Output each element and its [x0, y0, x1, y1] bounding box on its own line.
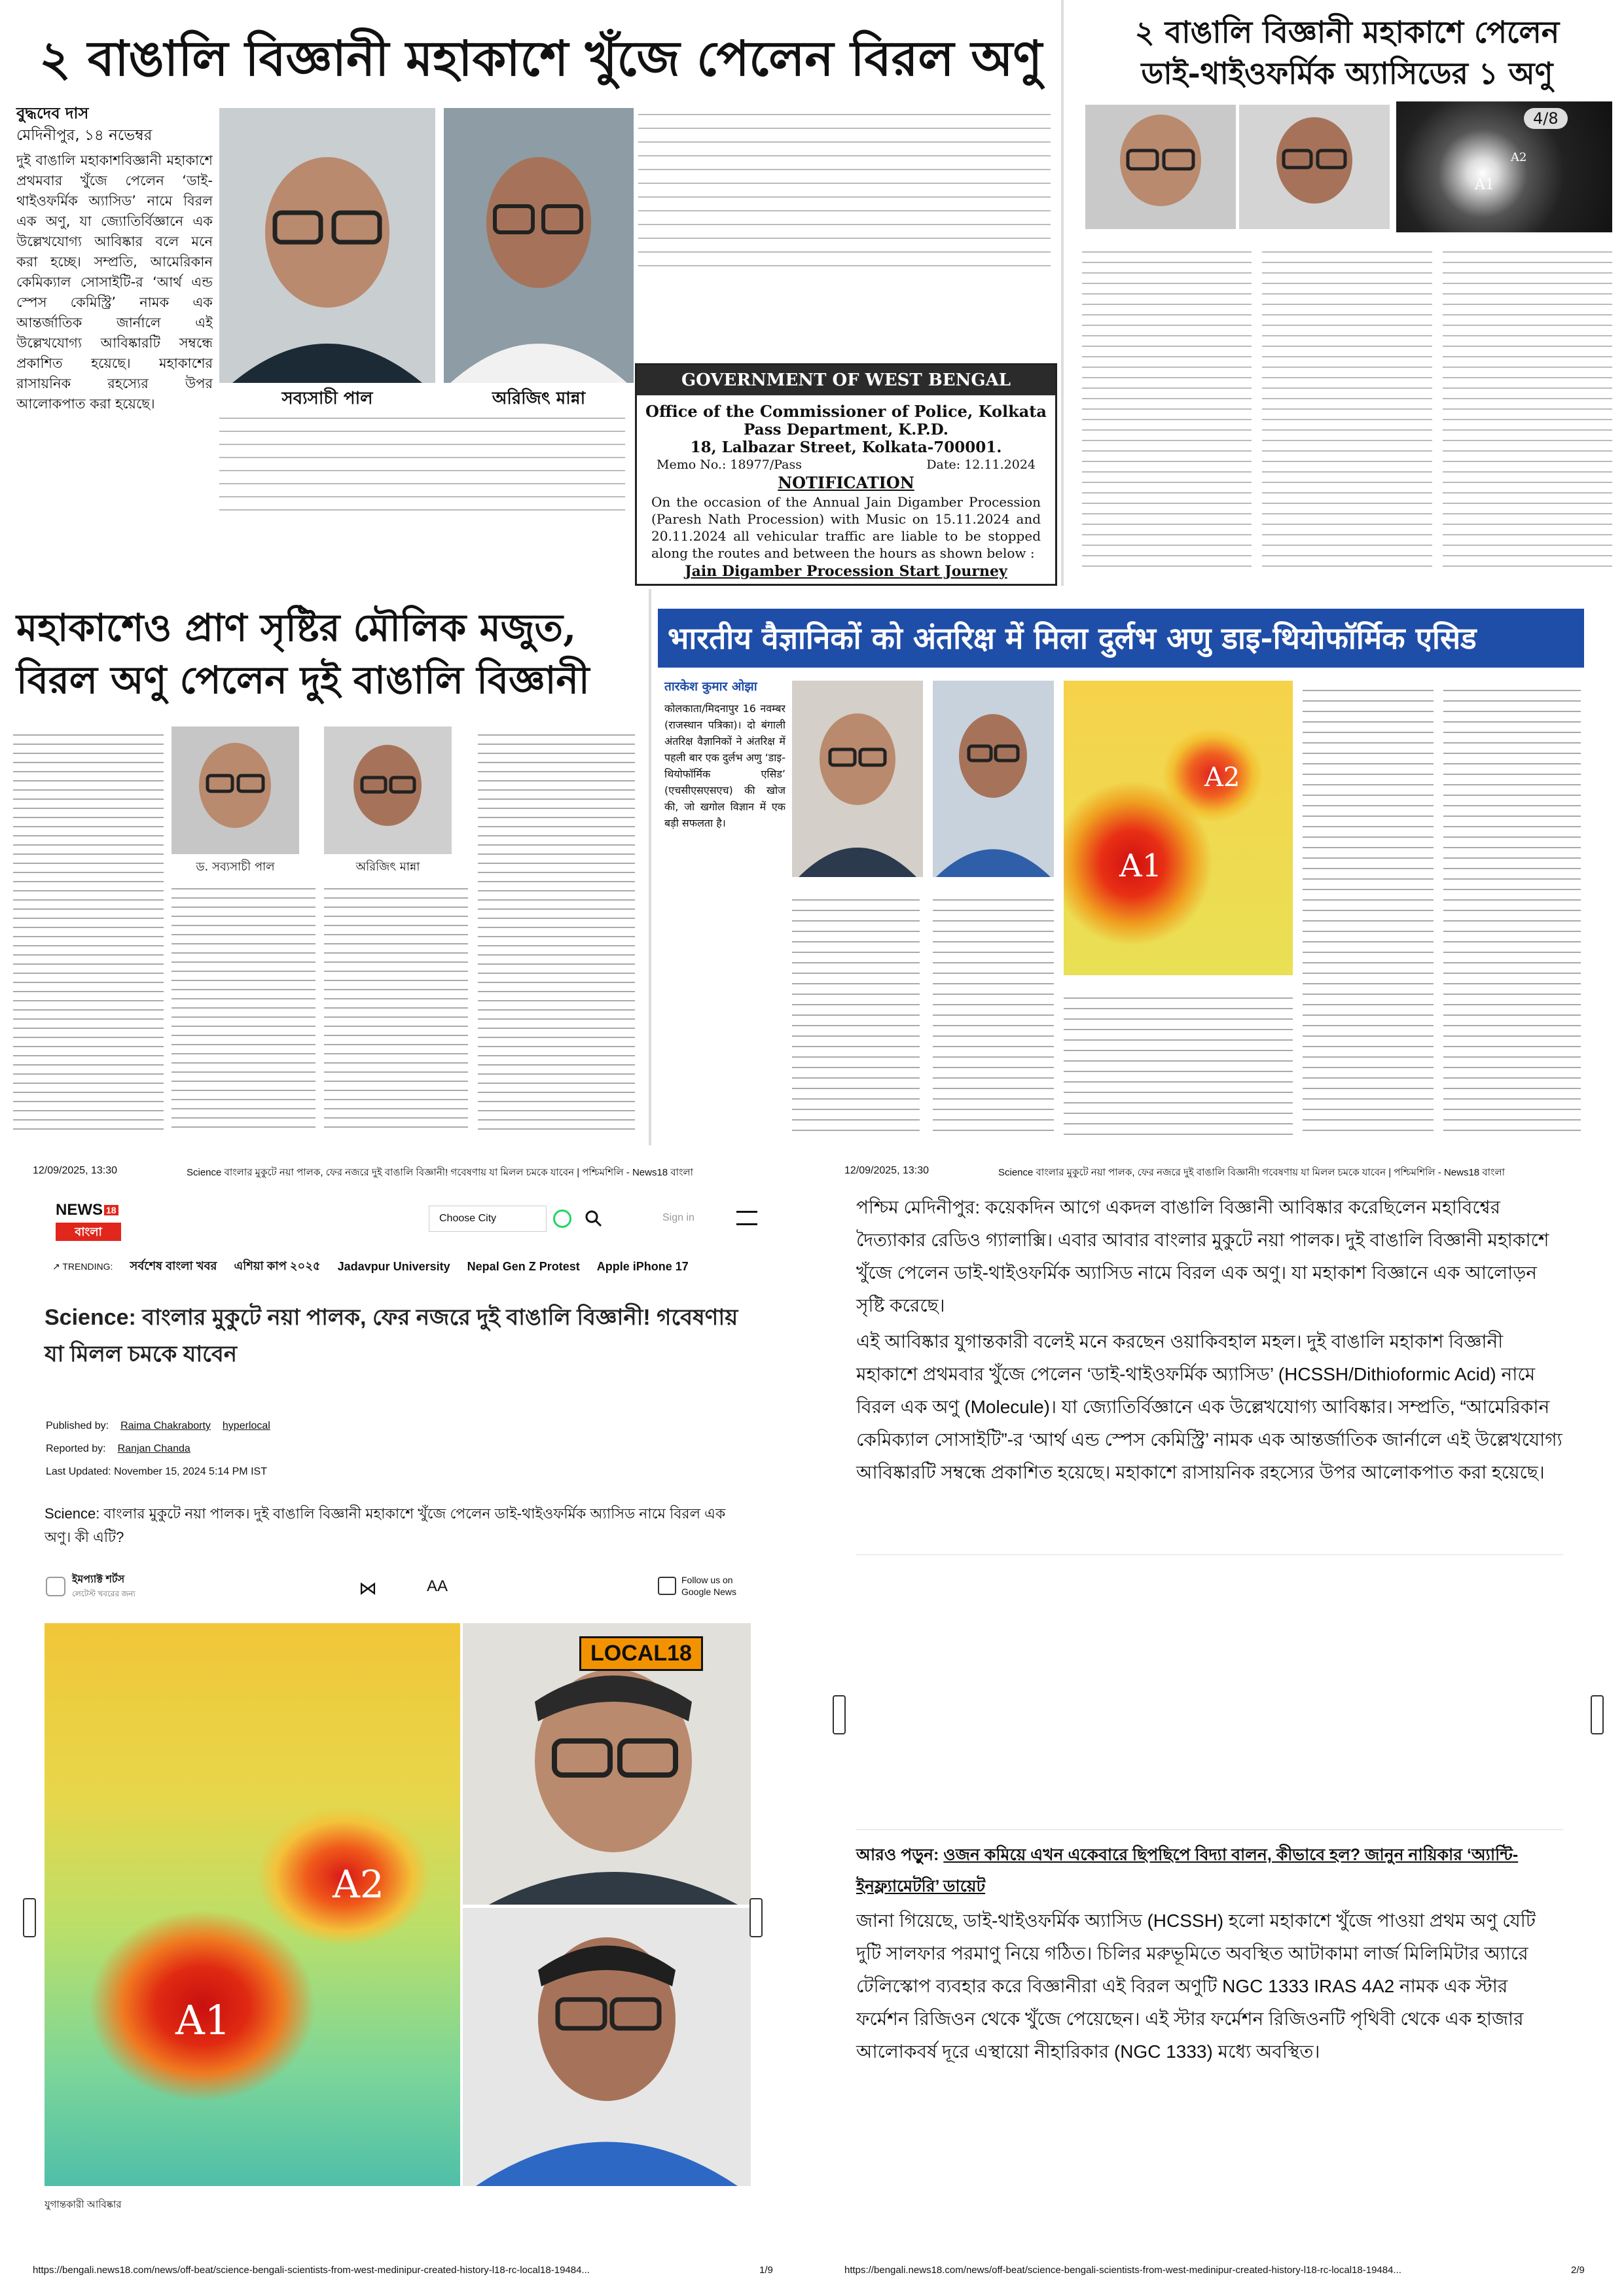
clip2-page-indicator: 4/8: [1524, 108, 1568, 129]
clip4-lead: कोलकाता/मिदनापुर 16 नवम्बर (राजस्थान पत्रिका)। दो बंगाली अंतरिक्ष वैज्ञानिकों ने अंतरिक्ष में पहली बार एक दुर्लभ अणु ‘डाइ-थियोफॉर्मिक एसिड’ (एचसीएसएसएच) की खोज की, जो खगोल विज्ञान में एक बड़ी सफलता है।: [664, 702, 785, 829]
also-read-label: আরও পড়ুন:: [856, 1846, 939, 1864]
article-paragraph-3: জানা গিয়েছে, ডাই-থাইওফর্মিক অ্যাসিড (HCSSH) হলো মহাকাশে খুঁজে পাওয়া প্রথম অণু যেটি দুটি সালফার পরমাণু নিয়ে গঠিত। চিলির মরুভূমিতে অবস্থিত আটাকামা লার্জ মিলিমিটার অ্যারে টেলিস্কোপ ব্যবহার করে বিজ্ঞানীরা এই বিরল অণুটি NGC 1333 IRAS 4A2 নামক এক স্টার ফর্মেশন রিজিওন থেকে খুঁজে পেয়েছেন। এই স্টার ফর্মেশন রিজিওনটি পৃথিবী থেকে এক হাজার আলোকবর্ষ দূরে এস্থায়ো নীহারিকার (NGC 1333) মধ্যে অবস্থিত।: [856, 1910, 1536, 2062]
clip2-body: [1082, 242, 1612, 576]
article-title: Science: বাংলার মুকুটে নয়া পালক, ফের নজরে দুই বাঙালি বিজ্ঞানী! গবেষণায় যা মিলল চমকে যাবেন: [45, 1305, 738, 1367]
hamburger-menu-icon[interactable]: [736, 1211, 757, 1225]
clip3-headline-line2: বিরল অণু পেলেন দুই বাঙালি বিজ্ঞানী: [16, 658, 590, 702]
clip3-body-col2: [171, 880, 316, 1136]
sign-in-link[interactable]: Sign in: [662, 1212, 695, 1223]
clip4-body-col5: [1443, 681, 1581, 1136]
print-page-2: [812, 1152, 1624, 2296]
news18-logo-language: বাংলা: [56, 1223, 121, 1241]
page1-url: https://bengali.news18.com/news/off-beat/science-bengali-scientists-from-west-medinipur-created-history-l18-rc-local18-19484...: [33, 2265, 590, 2276]
image-caption: যুগান্তকারী আবিষ্কার: [45, 2199, 122, 2210]
clip2-photo-left: [1085, 105, 1236, 229]
clip2-label-a1: A1: [1475, 177, 1494, 193]
article-paragraph-1: পশ্চিম মেদিনীপুর: কয়েকদিন আগে একদল বাঙালি বিজ্ঞানী আবিষ্কার করেছিলেন মহাবিশ্বের দৈত্যাকার রেডিও গ্যালাক্সি। এবার আবার বাংলার মুকুটে নয়া পালক। দুই বাঙালি বিজ্ঞানী মহাকাশে খুঁজে পেলেন ডাই-থাইওফর্মিক অ্যাসিড নামে বিরল এক অণু। যা মহাকাশ বিজ্ঞানে এক আলোড়ন সৃষ্টি করেছে।: [856, 1197, 1549, 1316]
clip3-photo-left: [171, 726, 299, 854]
clip1-headline: ২ বাঙালি বিজ্ঞানী মহাকাশে খুঁজে পেলেন বিরল অণু: [39, 31, 1043, 87]
news18-logo-text: NEWS: [56, 1201, 103, 1219]
font-size-button[interactable]: AA: [427, 1577, 448, 1595]
clip3-body-col1: [13, 726, 164, 1136]
page2-timestamp: 12/09/2025, 13:30: [844, 1165, 929, 1176]
clip3-headline-line1: মহাকাশেও প্রাণ সৃষ্টির মৌলিক মজুত,: [16, 605, 577, 650]
impact-shorts-label: ইমপ্যাক্ট শর্টস: [72, 1574, 125, 1585]
trending-link-nepal[interactable]: Nepal Gen Z Protest: [467, 1259, 580, 1273]
impact-shorts-icon: [46, 1577, 65, 1596]
clip1-body-column-right: [638, 108, 1051, 350]
clip4-byline: तारकेश कुमार ओझा: [664, 679, 757, 694]
trending-link-jadavpur[interactable]: Jadavpur University: [337, 1259, 450, 1273]
clip4-photo-right: [933, 681, 1054, 877]
reported-by-label: Reported by:: [46, 1443, 106, 1454]
gov-notice-title: NOTIFICATION: [778, 473, 914, 492]
clip4-body-col2: [933, 890, 1054, 1136]
page2-url: https://bengali.news18.com/news/off-beat/science-bengali-scientists-from-west-medinipur-created-history-l18-rc-local18-19484...: [844, 2265, 1401, 2276]
clip1-byline: বুদ্ধদেব দাস: [16, 104, 89, 122]
trending-label: [52, 1261, 113, 1272]
clip1-photo-left-caption: সব্যসাচী পাল: [281, 389, 373, 408]
published-by-label: Published by:: [46, 1420, 109, 1431]
clip2-headline-line2: ডাই-থাইওফর্মিক অ্যাসিডের ১ অণু: [1141, 56, 1553, 91]
slider-prev-button-2[interactable]: [833, 1695, 846, 1734]
clip1-photo-right: [444, 108, 634, 383]
gov-notice-dept: Pass Department, K.P.D.: [744, 421, 948, 439]
also-read-link[interactable]: ওজন কমিয়ে এখন একেবারে ছিপছিপে বিদ্যা বালন, কীভাবে হল? জানুন নায়িকার ‘অ্যান্টি-ইনফ্ল্যামেটরি’ ডায়েট: [856, 1846, 1519, 1895]
slider-prev-button[interactable]: [23, 1898, 36, 1937]
gov-notice: [635, 363, 1057, 586]
clip4-label-a2: A2: [1204, 762, 1240, 793]
last-updated: Last Updated: November 15, 2024 5:14 PM IST: [46, 1466, 267, 1477]
trending-label-text: TRENDING:: [62, 1261, 113, 1272]
hero-label-a2: A2: [333, 1862, 384, 1907]
article-hero-molecule-image: [45, 1623, 460, 2186]
clip4-panel: [655, 589, 1624, 1145]
clip1-dateline: মেদিনীপুর, ১৪ নভেম্বর: [16, 127, 153, 144]
google-news-icon: [658, 1577, 676, 1595]
share-icon[interactable]: ⋈: [359, 1578, 377, 1598]
clip3-body-col4: [478, 726, 635, 1136]
page2-page-number: 2/9: [1571, 2265, 1585, 2276]
article-paragraph-2: এই আবিষ্কার যুগান্তকারী বলেই মনে করছেন ওয়াকিবহাল মহল। দুই বাঙালি মহাকাশ বিজ্ঞানী মহাকাশে প্রথমবার খুঁজে পেলেন ‘ডাই-থাইওফর্মিক অ্যাসিড’ (HCSSH/Dithioformic Acid) নামে বিরল এক অণু (Molecule)। যা জ্যোতির্বিজ্ঞানে এক উল্লেখযোগ্য আবিষ্কার। সম্প্রতি, “আমেরিকান কেমিক্যাল সোসাইটি”-র ‘আর্থ এন্ড স্পেস কেমিস্ট্রি’ নামক এক আন্তর্জাতিক জার্নালে এই উল্লেখযোগ্য আবিষ্কারটি সম্বন্ধে প্রকাশিত হয়েছে। মহাকাশে রাসায়নিক রহস্যের উপর আলোকপাত করা হয়েছে।: [856, 1331, 1562, 1482]
trending-link-asia-cup[interactable]: এশিয়া কাপ ২০২৫: [234, 1259, 321, 1272]
clip1-body-column: [219, 412, 625, 576]
gov-notice-body: On the occasion of the Annual Jain Digamber Procession (Paresh Nath Procession) with Music on 15.11.2024 and 20.11.2024 all vehicular traffic are liable to be stopped along the routes and between the hours as shown below :: [651, 494, 1041, 561]
trending-link-iphone[interactable]: Apple iPhone 17: [596, 1259, 689, 1273]
clip2-photo-right: [1239, 105, 1390, 229]
reported-by-row: [46, 1443, 190, 1455]
choose-city-select[interactable]: [429, 1206, 547, 1232]
clip2-panel: [1066, 0, 1624, 586]
clip1-panel: [0, 0, 1064, 586]
gov-notice-memo-row: [637, 456, 1055, 473]
search-icon[interactable]: [585, 1210, 603, 1228]
gov-notice-date: Date: 12.11.2024: [926, 457, 1036, 472]
hero-label-a1: A1: [175, 1996, 231, 2044]
page1-page-number: 1/9: [759, 2265, 773, 2276]
author-link-raima[interactable]: Raima Chakraborty: [120, 1420, 211, 1431]
page1-timestamp: 12/09/2025, 13:30: [33, 1165, 118, 1176]
article-summary: Science: বাংলার মুকুটে নয়া পালক। দুই বাঙালি বিজ্ঞানী মহাকাশে খুঁজে পেলেন ডাই-থাইওফর্মিক অ্যাসিড নামে বিরল এক অণু। কী এটি?: [45, 1505, 726, 1545]
clip4-body-col3: [1064, 988, 1293, 1136]
page2-tab-title: Science বাংলার মুকুটে নয়া পালক, ফের নজরে দুই বাঙালি বিজ্ঞানী! গবেষণায় যা মিলল চমকে যাবেন | পশ্চিমশিলি - News18 বাংলা: [998, 1167, 1505, 1178]
published-by-row: [46, 1420, 270, 1432]
article-hero-photo-scientist-2: [463, 1908, 751, 2186]
slider-next-button[interactable]: [749, 1898, 763, 1937]
whatsapp-icon[interactable]: [553, 1210, 571, 1228]
clip3-photo-right: [324, 726, 452, 854]
clip1-lead: দুই বাঙালি মহাকাশবিজ্ঞানী মহাকাশে প্রথমবার খুঁজে পেলেন ‘ডাই-থাইওফর্মিক অ্যাসিড’ নামে বিরল এক অণু, যা জ্যোতির্বিজ্ঞানে এক উল্লেখযোগ্য আবিষ্কার বলে মনে করা হচ্ছে। সম্প্রতি, আমেরিকান কেমিক্যাল সোসাইটি-র ‘আর্থ এন্ড স্পেস কেমিস্ট্রি’ নামক এক আন্তর্জাতিক জার্নালে এই উল্লেখযোগ্য আবিষ্কারটি সম্বন্ধে প্রকাশিত হয়েছে। মহাকাশের রাসায়নিক রহস্যের উপর আলোকপাত করা হয়েছে।: [16, 152, 213, 412]
clip2-molecule-image: [1396, 101, 1612, 232]
gov-notice-header: GOVERNMENT OF WEST BENGAL: [637, 365, 1055, 395]
page1-tab-title: Science বাংলার মুকুটে নয়া পালক, ফের নজরে দুই বাঙালি বিজ্ঞানী! গবেষণায় যা মিলল চমকে যাবেন | পশ্চিমশিলি - News18 বাংলা: [187, 1167, 693, 1178]
ad-divider-bottom: [856, 1829, 1563, 1830]
trending-link-bangla-news[interactable]: সর্বশেষ বাংলা খবর: [130, 1259, 217, 1272]
clip3-photo-right-caption: অরিজিৎ মান্না: [355, 860, 420, 874]
clip1-photo-left: [219, 108, 435, 383]
author-tag-hyperlocal[interactable]: hyperlocal: [222, 1420, 270, 1431]
print-page-1: [0, 1152, 812, 2296]
gov-notice-address: 18, Lalbazar Street, Kolkata-700001.: [690, 439, 1002, 456]
follow-us-line2: Google News: [681, 1587, 737, 1597]
gov-notice-memo: Memo No.: 18977/Pass: [657, 457, 803, 472]
slider-next-button-2[interactable]: [1591, 1695, 1604, 1734]
clip4-body-col1: [792, 890, 920, 1136]
clip4-headline: भारतीय वैज्ञानिकों को अंतरिक्ष में मिला दुर्लभ अणु डाइ-थियोफॉर्मिक एसिड: [658, 609, 1584, 668]
gov-notice-footer: Jain Digamber Procession Start Journey: [685, 563, 1007, 580]
ad-divider-top: [856, 1554, 1563, 1555]
clip4-photo-left: [792, 681, 923, 877]
clip4-label-a1: A1: [1119, 848, 1163, 884]
clip2-headline-line1: ২ বাঙালি বিজ্ঞানী মহাকাশে পেলেন: [1134, 14, 1560, 50]
gov-notice-office: Office of the Commissioner of Police, Kolkata: [645, 402, 1047, 421]
choose-city-label: Choose City: [439, 1213, 497, 1224]
clip1-photo-right-caption: অরিজিৎ মান্না: [492, 389, 586, 408]
trending-arrow-icon: ↗: [52, 1261, 63, 1272]
google-news-follow[interactable]: [658, 1574, 736, 1598]
clip3-photo-left-caption: ড. সব্যসাচী পাল: [196, 860, 275, 874]
clip2-label-a2: A2: [1511, 151, 1527, 164]
clip4-body-col4: [1303, 681, 1434, 1136]
follow-us-line1: Follow us on: [681, 1575, 733, 1585]
local18-badge: LOCAL18: [579, 1636, 703, 1671]
clip3-panel: [0, 589, 651, 1145]
impact-shorts-sub: লেটেস্ট খবরের জন্য: [72, 1589, 135, 1598]
news18-logo[interactable]: [56, 1198, 121, 1244]
news18-logo-number: 18: [104, 1205, 118, 1215]
clip3-body-col3: [324, 880, 468, 1136]
also-read-block: [856, 1839, 1563, 1902]
impact-shorts-widget[interactable]: [46, 1571, 135, 1602]
clip4-molecule-image: [1064, 681, 1293, 975]
trending-bar: [52, 1257, 785, 1276]
reporter-link-ranjan[interactable]: Ranjan Chanda: [117, 1443, 190, 1454]
